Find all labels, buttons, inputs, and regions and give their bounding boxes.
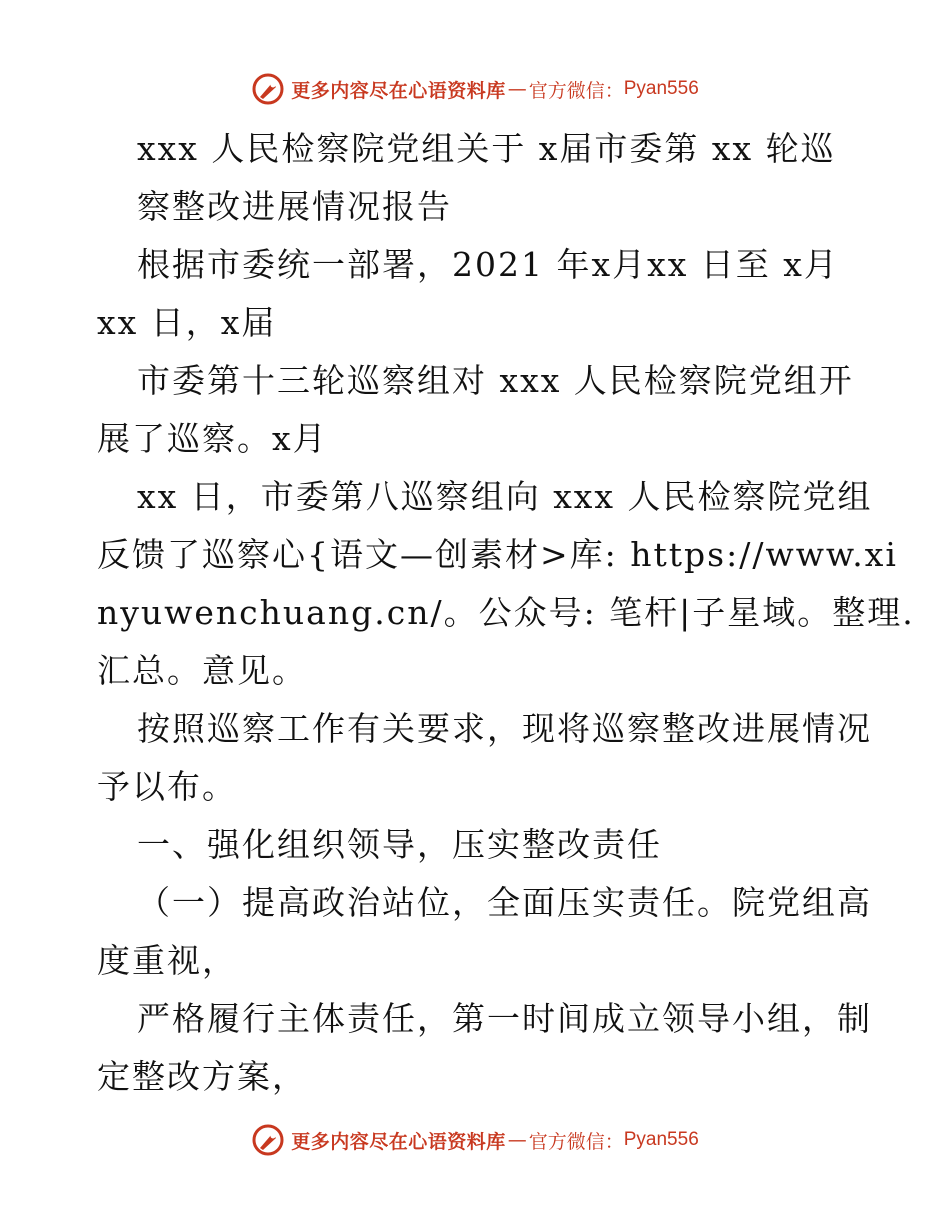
paragraph-line: 按照巡察工作有关要求，现将巡察整改进展情况 [137,709,872,748]
paragraph-line: 根据市委统一部署，2021 年x月xx 日至 x月 [137,245,839,284]
paragraph-line: 严格履行主体责任，第一时间成立领导小组，制 [137,999,872,1038]
paragraph-line: 定整改方案， [97,1057,307,1096]
paragraph-line: 反馈了巡察心{语文—创素材>库: https://www.xi [97,535,898,574]
footer-banner [0,1123,950,1157]
paragraph-line: nyuwenchuang.cn/。公众号: 笔杆|子星域。整理. [97,593,915,632]
pen-nib-logo-icon [251,72,285,106]
document-body [97,120,915,1106]
paragraph-line: 市委第十三轮巡察组对 xxx 人民检察院党组开 [137,361,854,400]
paragraph-line: xx 日，x届 [97,303,277,342]
banner-separator: — [507,1129,527,1151]
banner-sub-text: 官方微信： [528,1130,624,1153]
banner-account: Pyan556 [623,1129,699,1150]
paragraph-line: （一）提高政治站位，全面压实责任。院党组高 [137,883,872,922]
doc-title-line: 察整改进展情况报告 [137,187,452,226]
paragraph-line: 汇总。意见。 [97,651,307,690]
banner-main-text: 更多内容尽在心语资料库 [291,1130,506,1153]
header-banner [0,72,950,106]
paragraph-line: 展了巡察。x月 [97,419,328,458]
banner-main-text: 更多内容尽在心语资料库 [291,79,506,102]
pen-nib-logo-icon [251,1123,285,1157]
doc-title-line: xxx 人民检察院党组关于 x届市委第 xx 轮巡 [137,129,836,168]
paragraph-line: 度重视， [97,941,237,980]
banner-separator: — [507,78,527,100]
paragraph-line: 予以布。 [97,767,237,806]
section-heading: 一、强化组织领导，压实整改责任 [137,825,662,864]
paragraph-line: xx 日，市委第八巡察组向 xxx 人民检察院党组 [137,477,873,516]
banner-sub-text: 官方微信： [528,79,624,102]
banner-account: Pyan556 [623,78,699,99]
